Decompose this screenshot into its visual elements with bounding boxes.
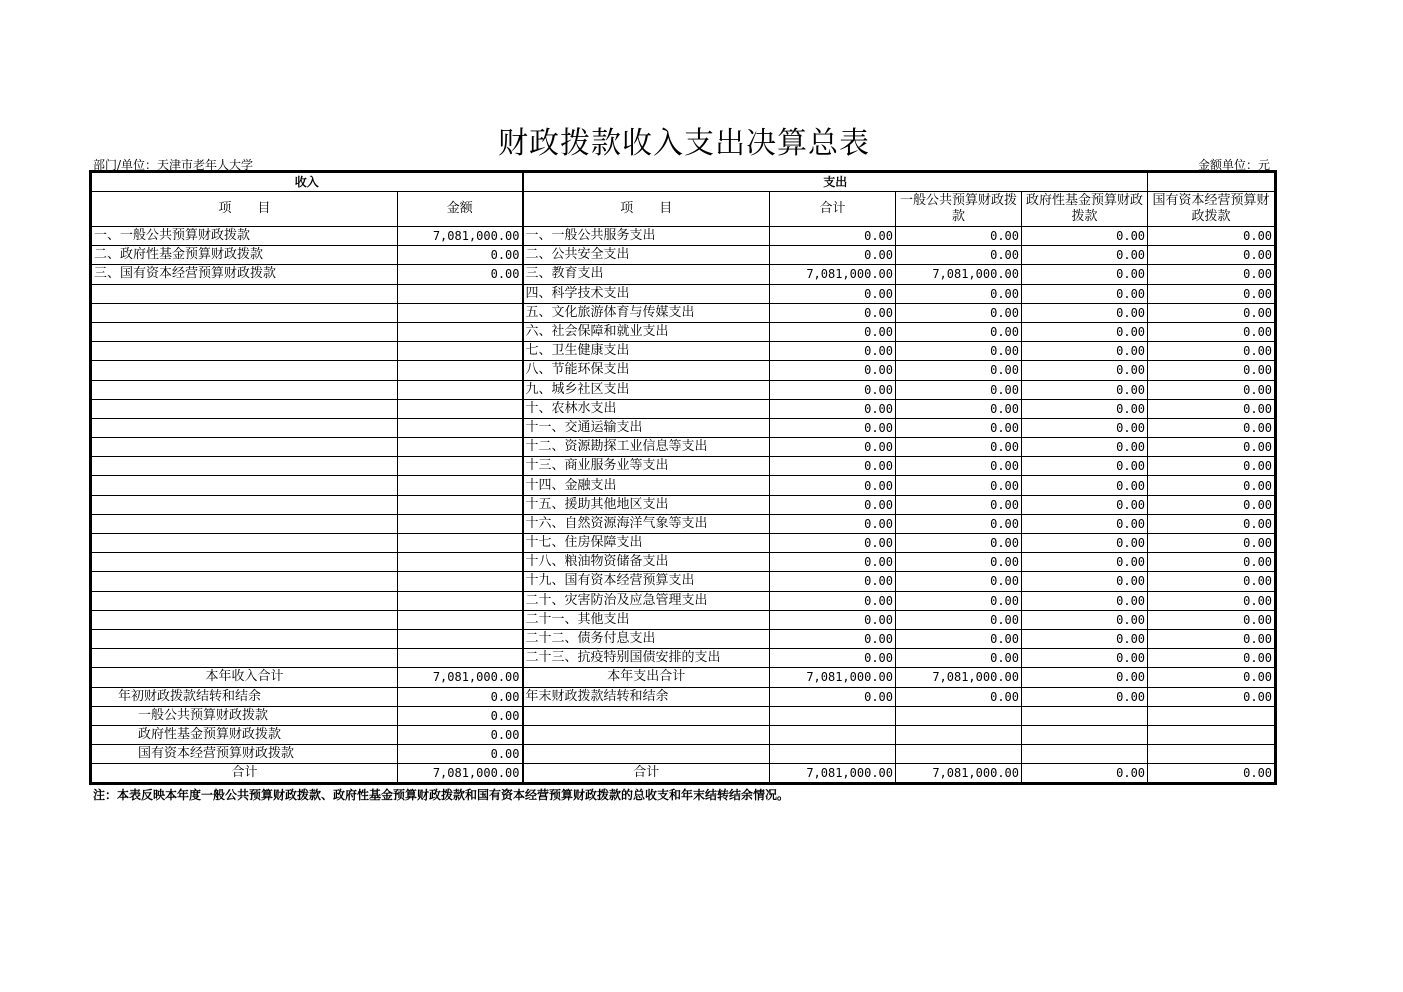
general-budget-amount: 0.00 xyxy=(896,438,1022,457)
general-budget-amount: 0.00 xyxy=(896,246,1022,265)
table-row xyxy=(92,514,1275,533)
carry-end-label: 年末财政拨款结转和结余 xyxy=(523,687,770,706)
sub-label: 一般公共预算财政拨款 xyxy=(92,706,398,725)
fund-budget-amount: 0.00 xyxy=(1022,342,1148,361)
expense-item: 十三、商业服务业等支出 xyxy=(523,457,770,476)
expense-item: 十一、交通运输支出 xyxy=(523,418,770,437)
fund-budget-header: 政府性基金预算财政拨款 xyxy=(1022,192,1148,227)
fund-budget-amount: 0.00 xyxy=(1022,476,1148,495)
expense-item: 十二、资源勘探工业信息等支出 xyxy=(523,438,770,457)
income-item xyxy=(92,322,398,341)
income-item xyxy=(92,553,398,572)
sub-row xyxy=(92,706,1275,725)
expense-total: 0.00 xyxy=(770,495,896,514)
table-row xyxy=(92,322,1275,341)
income-amount xyxy=(398,399,523,418)
grand-total-general: 7,081,000.00 xyxy=(896,764,1022,783)
empty-cell xyxy=(770,745,896,764)
fund-budget-amount: 0.00 xyxy=(1022,591,1148,610)
empty-cell xyxy=(1022,706,1148,725)
general-budget-amount: 7,081,000.00 xyxy=(896,265,1022,284)
empty-cell xyxy=(770,725,896,744)
expense-item: 十五、援助其他地区支出 xyxy=(523,495,770,514)
fund-budget-amount: 0.00 xyxy=(1022,649,1148,668)
fund-budget-amount: 0.00 xyxy=(1022,303,1148,322)
general-budget-amount: 0.00 xyxy=(896,610,1022,629)
fund-budget-amount: 0.00 xyxy=(1022,553,1148,572)
state-capital-amount: 0.00 xyxy=(1148,572,1275,591)
income-amount xyxy=(398,495,523,514)
income-amount xyxy=(398,553,523,572)
income-item: 三、国有资本经营预算财政拨款 xyxy=(92,265,398,284)
income-item: 二、政府性基金预算财政拨款 xyxy=(92,246,398,265)
income-item xyxy=(92,418,398,437)
fund-budget-amount: 0.00 xyxy=(1022,322,1148,341)
department-label: 部门/单位：天津市老年人大学 xyxy=(93,158,254,172)
sub-row xyxy=(92,725,1275,744)
fund-budget-amount: 0.00 xyxy=(1022,610,1148,629)
general-budget-amount: 0.00 xyxy=(896,495,1022,514)
expense-header: 支出 xyxy=(523,173,1148,192)
header-row-1 xyxy=(92,173,1275,192)
income-amount xyxy=(398,457,523,476)
page-title: 财政拨款收入支出决算总表 xyxy=(498,126,870,161)
expense-item: 五、文化旅游体育与传媒支出 xyxy=(523,303,770,322)
fund-budget-amount: 0.00 xyxy=(1022,572,1148,591)
state-capital-amount: 0.00 xyxy=(1148,322,1275,341)
carry-end-total: 0.00 xyxy=(770,687,896,706)
expense-item: 二十二、债务付息支出 xyxy=(523,629,770,648)
state-capital-amount: 0.00 xyxy=(1148,553,1275,572)
fund-budget-amount: 0.00 xyxy=(1022,418,1148,437)
table-row xyxy=(92,265,1275,284)
general-budget-amount: 0.00 xyxy=(896,649,1022,668)
expense-item: 三、教育支出 xyxy=(523,265,770,284)
expense-total: 0.00 xyxy=(770,418,896,437)
table-row xyxy=(92,591,1275,610)
empty-cell xyxy=(1148,706,1275,725)
expense-total: 0.00 xyxy=(770,380,896,399)
expense-item: 十、农林水支出 xyxy=(523,399,770,418)
table-row xyxy=(92,610,1275,629)
expense-item: 十七、住房保障支出 xyxy=(523,534,770,553)
fund-budget-amount: 0.00 xyxy=(1022,534,1148,553)
expense-total: 0.00 xyxy=(770,227,896,246)
fund-budget-amount: 0.00 xyxy=(1022,495,1148,514)
income-item-header: 项 目 xyxy=(92,192,398,227)
state-capital-amount: 0.00 xyxy=(1148,284,1275,303)
year-total-row xyxy=(92,668,1275,687)
grand-total-state: 0.00 xyxy=(1148,764,1275,783)
expense-total: 0.00 xyxy=(770,361,896,380)
income-amount xyxy=(398,342,523,361)
income-amount xyxy=(398,438,523,457)
expense-item: 七、卫生健康支出 xyxy=(523,342,770,361)
sub-amount: 0.00 xyxy=(398,745,523,764)
income-item xyxy=(92,476,398,495)
income-item xyxy=(92,649,398,668)
income-amount xyxy=(398,476,523,495)
income-item xyxy=(92,303,398,322)
table-row xyxy=(92,534,1275,553)
expense-item: 二十三、抗疫特别国债安排的支出 xyxy=(523,649,770,668)
income-item xyxy=(92,514,398,533)
income-item xyxy=(92,610,398,629)
general-budget-amount: 0.00 xyxy=(896,342,1022,361)
income-item xyxy=(92,361,398,380)
general-budget-amount: 0.00 xyxy=(896,553,1022,572)
table-row xyxy=(92,649,1275,668)
grand-total-total: 7,081,000.00 xyxy=(770,764,896,783)
fund-budget-amount: 0.00 xyxy=(1022,380,1148,399)
fund-budget-amount: 0.00 xyxy=(1022,629,1148,648)
income-amount xyxy=(398,303,523,322)
table-row xyxy=(92,495,1275,514)
income-amount xyxy=(398,572,523,591)
general-budget-amount: 0.00 xyxy=(896,514,1022,533)
expense-total-header: 合计 xyxy=(770,192,896,227)
empty-header-cell xyxy=(1148,173,1275,192)
income-amount xyxy=(398,418,523,437)
carry-end-general: 0.00 xyxy=(896,687,1022,706)
income-item xyxy=(92,591,398,610)
fund-budget-amount: 0.00 xyxy=(1022,284,1148,303)
income-item xyxy=(92,572,398,591)
expense-item: 一、一般公共服务支出 xyxy=(523,227,770,246)
state-capital-amount: 0.00 xyxy=(1148,303,1275,322)
carry-begin-label: 年初财政拨款结转和结余 xyxy=(92,687,398,706)
general-budget-amount: 0.00 xyxy=(896,591,1022,610)
state-capital-amount: 0.00 xyxy=(1148,514,1275,533)
income-item xyxy=(92,534,398,553)
expense-item: 十四、金融支出 xyxy=(523,476,770,495)
carry-begin-amount: 0.00 xyxy=(398,687,523,706)
income-item xyxy=(92,457,398,476)
expense-item: 四、科学技术支出 xyxy=(523,284,770,303)
expense-total: 0.00 xyxy=(770,534,896,553)
general-budget-amount: 0.00 xyxy=(896,361,1022,380)
table-row xyxy=(92,476,1275,495)
expense-item: 十九、国有资本经营预算支出 xyxy=(523,572,770,591)
income-item xyxy=(92,284,398,303)
income-amount xyxy=(398,514,523,533)
income-item xyxy=(92,495,398,514)
expense-total: 0.00 xyxy=(770,457,896,476)
income-amount xyxy=(398,591,523,610)
state-capital-amount: 0.00 xyxy=(1148,342,1275,361)
table-row xyxy=(92,457,1275,476)
expense-total: 0.00 xyxy=(770,649,896,668)
empty-cell xyxy=(896,725,1022,744)
empty-cell xyxy=(523,745,770,764)
fund-budget-amount: 0.00 xyxy=(1022,227,1148,246)
state-capital-amount: 0.00 xyxy=(1148,591,1275,610)
general-budget-amount: 0.00 xyxy=(896,418,1022,437)
sub-label: 国有资本经营预算财政拨款 xyxy=(92,745,398,764)
income-grand-total-label: 合计 xyxy=(92,764,398,783)
table-row xyxy=(92,227,1275,246)
expense-total: 0.00 xyxy=(770,399,896,418)
expense-grand-total-label: 合计 xyxy=(523,764,770,783)
empty-cell xyxy=(896,706,1022,725)
empty-cell xyxy=(1148,745,1275,764)
expense-total: 0.00 xyxy=(770,476,896,495)
general-budget-amount: 0.00 xyxy=(896,572,1022,591)
year-total-state: 0.00 xyxy=(1148,668,1275,687)
expense-item: 八、节能环保支出 xyxy=(523,361,770,380)
empty-cell xyxy=(523,706,770,725)
income-amount xyxy=(398,629,523,648)
state-capital-amount: 0.00 xyxy=(1148,457,1275,476)
general-budget-amount: 0.00 xyxy=(896,399,1022,418)
expense-total: 0.00 xyxy=(770,591,896,610)
table-row xyxy=(92,284,1275,303)
state-capital-amount: 0.00 xyxy=(1148,361,1275,380)
expense-item: 九、城乡社区支出 xyxy=(523,380,770,399)
state-capital-amount: 0.00 xyxy=(1148,265,1275,284)
expense-year-total-label: 本年支出合计 xyxy=(523,668,770,687)
empty-cell xyxy=(896,745,1022,764)
state-capital-amount: 0.00 xyxy=(1148,399,1275,418)
income-amount: 0.00 xyxy=(398,246,523,265)
expense-total: 0.00 xyxy=(770,322,896,341)
expense-item: 二十、灾害防治及应急管理支出 xyxy=(523,591,770,610)
fund-budget-amount: 0.00 xyxy=(1022,265,1148,284)
income-header: 收入 xyxy=(92,173,523,192)
fund-budget-amount: 0.00 xyxy=(1022,361,1148,380)
general-budget-amount: 0.00 xyxy=(896,284,1022,303)
expense-total: 0.00 xyxy=(770,629,896,648)
sub-row xyxy=(92,745,1275,764)
income-item xyxy=(92,399,398,418)
state-capital-amount: 0.00 xyxy=(1148,227,1275,246)
grand-total-row xyxy=(92,764,1275,783)
income-amount xyxy=(398,534,523,553)
expense-total: 0.00 xyxy=(770,553,896,572)
income-item xyxy=(92,438,398,457)
general-budget-amount: 0.00 xyxy=(896,629,1022,648)
general-budget-amount: 0.00 xyxy=(896,322,1022,341)
table-body xyxy=(92,227,1275,668)
income-amount xyxy=(398,322,523,341)
table-row xyxy=(92,246,1275,265)
carry-end-fund: 0.00 xyxy=(1022,687,1148,706)
expense-total: 0.00 xyxy=(770,342,896,361)
income-amount xyxy=(398,610,523,629)
state-capital-amount: 0.00 xyxy=(1148,476,1275,495)
income-year-total-amount: 7,081,000.00 xyxy=(398,668,523,687)
expense-item: 十六、自然资源海洋气象等支出 xyxy=(523,514,770,533)
table-row xyxy=(92,572,1275,591)
general-budget-amount: 0.00 xyxy=(896,534,1022,553)
empty-cell xyxy=(770,706,896,725)
sub-amount: 0.00 xyxy=(398,725,523,744)
table-row xyxy=(92,380,1275,399)
income-item: 一、一般公共预算财政拨款 xyxy=(92,227,398,246)
expense-item: 十八、粮油物资储备支出 xyxy=(523,553,770,572)
income-amount xyxy=(398,380,523,399)
footnote: 注：本表反映本年度一般公共预算财政拨款、政府性基金预算财政拨款和国有资本经营预算财政拨款的总收支和年末结转结余情况。 xyxy=(93,788,790,802)
expense-item: 二、公共安全支出 xyxy=(523,246,770,265)
fund-budget-amount: 0.00 xyxy=(1022,399,1148,418)
year-total-fund: 0.00 xyxy=(1022,668,1148,687)
table-row xyxy=(92,342,1275,361)
expense-total: 0.00 xyxy=(770,284,896,303)
header-row-2 xyxy=(92,192,1275,227)
sub-label: 政府性基金预算财政拨款 xyxy=(92,725,398,744)
year-total-total: 7,081,000.00 xyxy=(770,668,896,687)
table-row xyxy=(92,303,1275,322)
general-budget-amount: 0.00 xyxy=(896,227,1022,246)
income-amount xyxy=(398,284,523,303)
table-row xyxy=(92,418,1275,437)
fund-budget-amount: 0.00 xyxy=(1022,246,1148,265)
income-item xyxy=(92,629,398,648)
income-item xyxy=(92,342,398,361)
expense-total: 0.00 xyxy=(770,572,896,591)
fund-budget-amount: 0.00 xyxy=(1022,438,1148,457)
income-item xyxy=(92,380,398,399)
table-row xyxy=(92,399,1275,418)
expense-total: 0.00 xyxy=(770,610,896,629)
state-capital-amount: 0.00 xyxy=(1148,418,1275,437)
year-total-general: 7,081,000.00 xyxy=(896,668,1022,687)
table-row xyxy=(92,438,1275,457)
expense-item: 六、社会保障和就业支出 xyxy=(523,322,770,341)
expense-total: 0.00 xyxy=(770,514,896,533)
state-capital-amount: 0.00 xyxy=(1148,246,1275,265)
fund-budget-amount: 0.00 xyxy=(1022,457,1148,476)
empty-cell xyxy=(1022,745,1148,764)
expense-total: 0.00 xyxy=(770,246,896,265)
expense-total: 0.00 xyxy=(770,438,896,457)
state-capital-amount: 0.00 xyxy=(1148,438,1275,457)
carry-row xyxy=(92,687,1275,706)
table-row xyxy=(92,629,1275,648)
table-row xyxy=(92,361,1275,380)
sub-amount: 0.00 xyxy=(398,706,523,725)
fund-budget-amount: 0.00 xyxy=(1022,514,1148,533)
state-capital-amount: 0.00 xyxy=(1148,629,1275,648)
state-capital-header: 国有资本经营预算财政拨款 xyxy=(1148,192,1275,227)
state-capital-amount: 0.00 xyxy=(1148,534,1275,553)
general-budget-header: 一般公共预算财政拨款 xyxy=(896,192,1022,227)
general-budget-amount: 0.00 xyxy=(896,303,1022,322)
state-capital-amount: 0.00 xyxy=(1148,610,1275,629)
carry-end-state: 0.00 xyxy=(1148,687,1275,706)
income-amount-header: 金额 xyxy=(398,192,523,227)
expense-total: 7,081,000.00 xyxy=(770,265,896,284)
state-capital-amount: 0.00 xyxy=(1148,495,1275,514)
empty-cell xyxy=(1022,725,1148,744)
income-amount: 7,081,000.00 xyxy=(398,227,523,246)
expense-total: 0.00 xyxy=(770,303,896,322)
income-amount xyxy=(398,361,523,380)
empty-cell xyxy=(523,725,770,744)
expense-item-header: 项 目 xyxy=(523,192,770,227)
unit-label: 金额单位：元 xyxy=(1197,158,1270,172)
budget-table xyxy=(91,172,1275,783)
income-grand-total-amount: 7,081,000.00 xyxy=(398,764,523,783)
income-year-total-label: 本年收入合计 xyxy=(92,668,398,687)
state-capital-amount: 0.00 xyxy=(1148,380,1275,399)
income-amount xyxy=(398,649,523,668)
grand-total-fund: 0.00 xyxy=(1022,764,1148,783)
general-budget-amount: 0.00 xyxy=(896,476,1022,495)
general-budget-amount: 0.00 xyxy=(896,380,1022,399)
expense-item: 二十一、其他支出 xyxy=(523,610,770,629)
table-row xyxy=(92,553,1275,572)
general-budget-amount: 0.00 xyxy=(896,457,1022,476)
empty-cell xyxy=(1148,725,1275,744)
income-amount: 0.00 xyxy=(398,265,523,284)
state-capital-amount: 0.00 xyxy=(1148,649,1275,668)
